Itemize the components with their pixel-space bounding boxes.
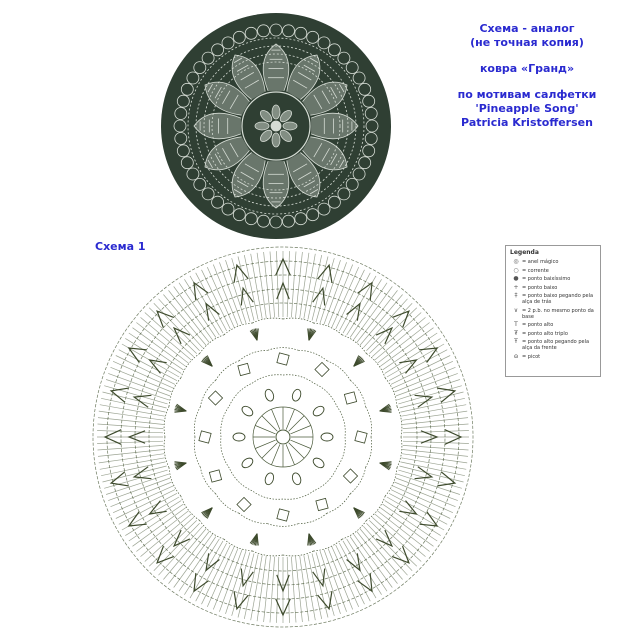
- header-line-6: Patricia Kristoffersen: [461, 116, 593, 129]
- pattern-header: [442, 22, 612, 130]
- header-line-1: Схема - аналог: [479, 22, 575, 35]
- legend-label: = anel mágico: [522, 259, 559, 265]
- half-double-icon: T: [514, 321, 518, 328]
- doily-photo-image: [160, 12, 392, 240]
- sc-two-together-icon: ∨: [513, 306, 519, 314]
- legend-row: [510, 339, 596, 351]
- header-line-3: ковра «Гранд»: [479, 62, 575, 75]
- legend-label: = ponto baixo pegando pela alça de trás: [522, 293, 594, 305]
- header-line-2: (не точная копия): [470, 36, 584, 49]
- legend-label: = ponto alto pegando pela alça da frente: [522, 339, 590, 351]
- slip-stitch-icon: ●: [513, 275, 519, 282]
- legend-label: = ponto alto: [522, 322, 554, 328]
- legend-label: = 2 p.b. no mesmo ponto da base: [522, 307, 594, 320]
- crochet-chart: [86, 240, 480, 634]
- doily-photo: [160, 12, 392, 240]
- chain-icon: ○: [513, 266, 519, 274]
- legend-row: [510, 276, 596, 282]
- legend-row: [510, 285, 596, 291]
- ring-icon: ◎: [513, 258, 519, 265]
- legend-row: [510, 354, 596, 360]
- single-crochet-icon: +: [513, 283, 519, 291]
- crochet-chart-drawing: [86, 240, 480, 634]
- sc-back-loop-icon: ‡: [514, 292, 518, 299]
- legend-row: [510, 322, 596, 328]
- picot-icon: ɷ: [513, 352, 519, 360]
- legend-row: [510, 259, 596, 265]
- dc-back-loop-icon: Ŧ: [514, 338, 518, 345]
- header-line-5: 'Pineapple Song': [475, 102, 579, 115]
- legend-label: = corrente: [522, 267, 549, 274]
- legend-label: = ponto baixo: [522, 284, 558, 291]
- legend-row: [510, 268, 596, 274]
- legend-title: Legenda: [510, 249, 539, 256]
- legend-label: = picot: [522, 353, 541, 360]
- legend-row: [510, 293, 596, 305]
- legend-row: [510, 331, 596, 337]
- legend-row: [510, 308, 596, 320]
- legend-label: = ponto baixíssimo: [522, 276, 571, 282]
- header-line-4: по мотивам салфетки: [457, 88, 597, 101]
- treble-icon: ₮: [514, 329, 518, 337]
- legend-label: = ponto alto triplo: [522, 330, 568, 337]
- legend-box: [505, 245, 601, 377]
- scheme-title: Схема 1: [95, 240, 146, 253]
